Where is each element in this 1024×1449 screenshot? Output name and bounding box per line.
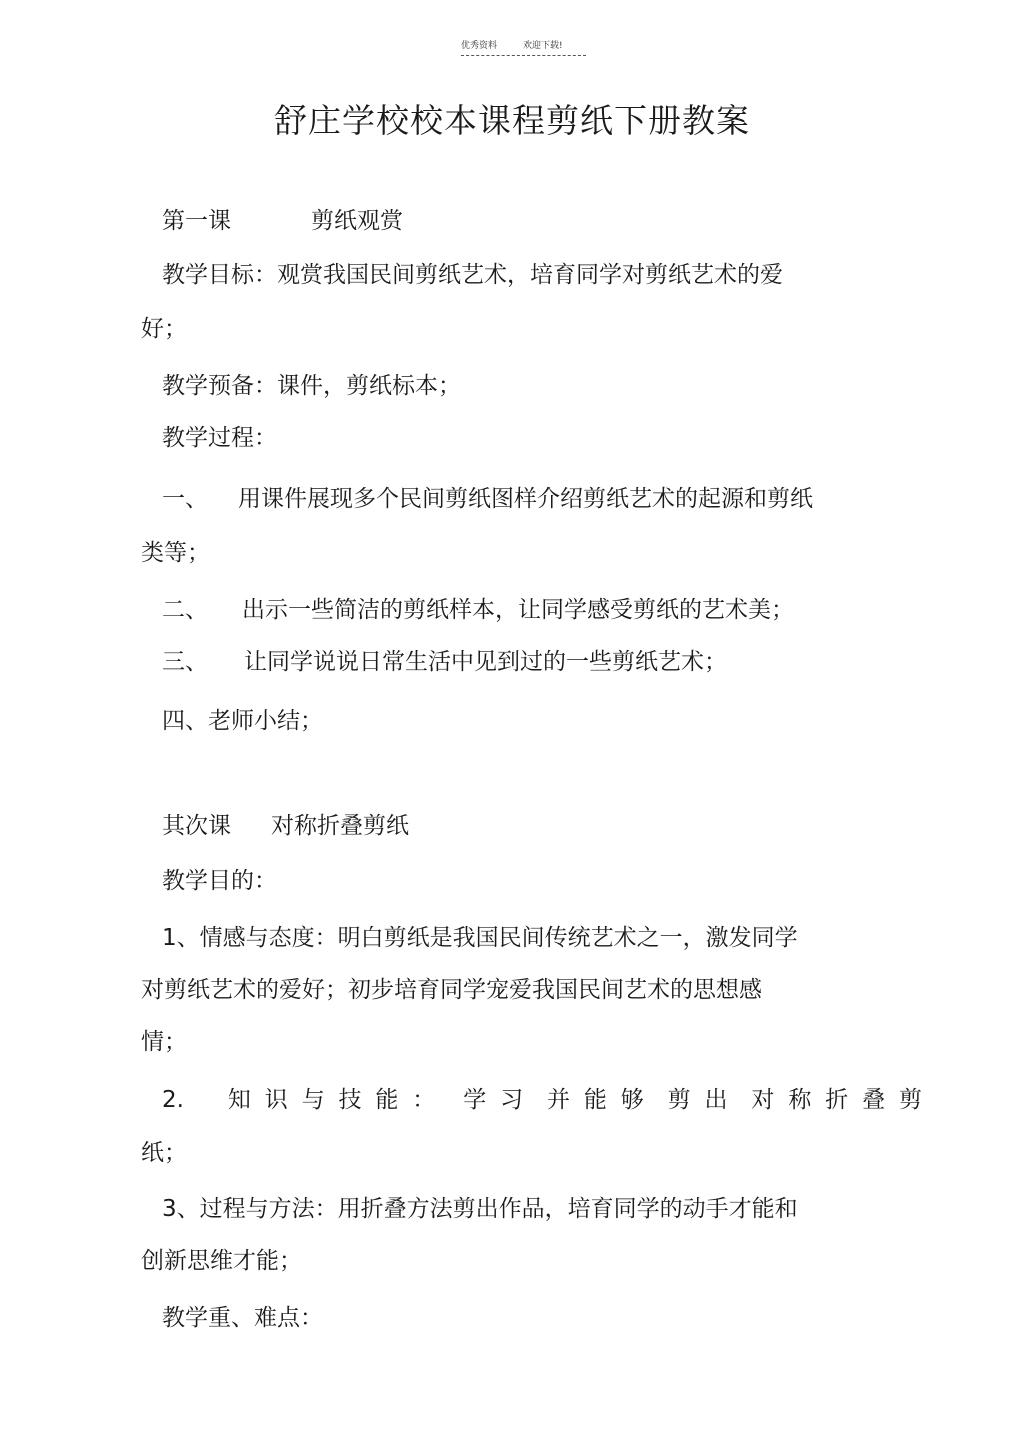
lesson2-aim1-cont2: 情；	[141, 1029, 187, 1055]
aim2-word: 识	[264, 1087, 288, 1113]
aim2-word: 能	[583, 1087, 607, 1113]
step3-text: 让同学说说日常生活中见到过的一些剪纸艺术；	[244, 649, 727, 675]
aim2-word: 并	[546, 1087, 570, 1113]
lesson2-name: 对称折叠剪纸	[271, 813, 409, 839]
lesson2-heading	[162, 810, 409, 842]
lesson2-number: 其次课	[162, 813, 231, 839]
aim1-number: 1	[162, 925, 177, 951]
lesson1-step1	[162, 483, 813, 515]
aim2-word: 折	[825, 1087, 849, 1113]
header-divider	[461, 55, 586, 56]
lesson1-number: 第一课	[162, 208, 231, 234]
header-left-text: 优秀资料	[461, 41, 498, 51]
aim2-word: 够	[620, 1087, 644, 1113]
lesson1-step1-cont: 类等；	[141, 540, 210, 566]
lesson2-aim1-cont1: 对剪纸艺术的爱好；初步培育同学宠爱我国民间艺术的思想感	[141, 977, 762, 1003]
lesson1-heading	[162, 205, 403, 237]
aim2-word: 出	[704, 1087, 728, 1113]
lesson1-step3	[162, 646, 727, 678]
lesson2-aim2	[162, 1084, 922, 1116]
aim2-word: 知	[227, 1087, 251, 1113]
aim3-number: 3	[162, 1196, 177, 1222]
aim2-word: 能	[375, 1087, 399, 1113]
lesson1-process-heading: 教学过程：	[162, 425, 277, 451]
step1-text: 用课件展现多个民间剪纸图样介绍剪纸艺术的起源和剪纸	[238, 486, 813, 512]
aim2-word: 技	[338, 1087, 362, 1113]
step3-number: 三、	[162, 649, 208, 675]
lesson1-step2	[162, 594, 794, 626]
lesson2-aim2-cont: 纸；	[141, 1140, 187, 1166]
lesson2-aim-heading: 教学目的：	[162, 868, 277, 894]
lesson2-aim3-cont: 创新思维才能；	[141, 1248, 302, 1274]
header-right-text: 欢迎下载!	[523, 41, 563, 51]
aim2-word: 学	[463, 1087, 487, 1113]
aim2-word: 剪	[667, 1087, 691, 1113]
aim3-text: 、过程与方法：用折叠方法剪出作品，培育同学的动手才能和	[176, 1196, 798, 1222]
lesson1-name: 剪纸观赏	[311, 208, 403, 234]
aim2-word: 叠	[862, 1087, 886, 1113]
aim2-word: 剪	[898, 1087, 922, 1113]
lesson1-step4: 四、老师小结；	[162, 708, 323, 734]
lesson1-goal: 教学目标：观赏我国民间剪纸艺术，培育同学对剪纸艺术的爱	[162, 262, 783, 288]
step2-number: 二、	[162, 597, 208, 623]
aim1-text: 、情感与态度：明白剪纸是我国民间传统艺术之一，激发同学	[176, 925, 798, 951]
step1-number: 一、	[162, 486, 208, 512]
aim2-word: 对	[751, 1087, 775, 1113]
lesson2-aim1	[162, 922, 798, 954]
page-header	[461, 40, 587, 52]
aim2-word: 习	[500, 1087, 524, 1113]
document-title: 舒庄学校校本课程剪纸下册教案	[274, 101, 750, 140]
lesson2-difficulty-heading: 教学重、难点：	[162, 1305, 323, 1331]
aim2-word: 与	[301, 1087, 325, 1113]
aim2-number: 2.	[162, 1087, 184, 1113]
lesson2-aim3	[162, 1193, 798, 1225]
lesson1-goal-cont: 好；	[141, 316, 187, 342]
step2-text: 出示一些简洁的剪纸样本，让同学感受剪纸的艺术美；	[242, 597, 794, 623]
lesson1-prep: 教学预备：课件，剪纸标本；	[162, 373, 461, 399]
aim2-word: 称	[788, 1087, 812, 1113]
aim2-word: ：	[412, 1087, 436, 1113]
